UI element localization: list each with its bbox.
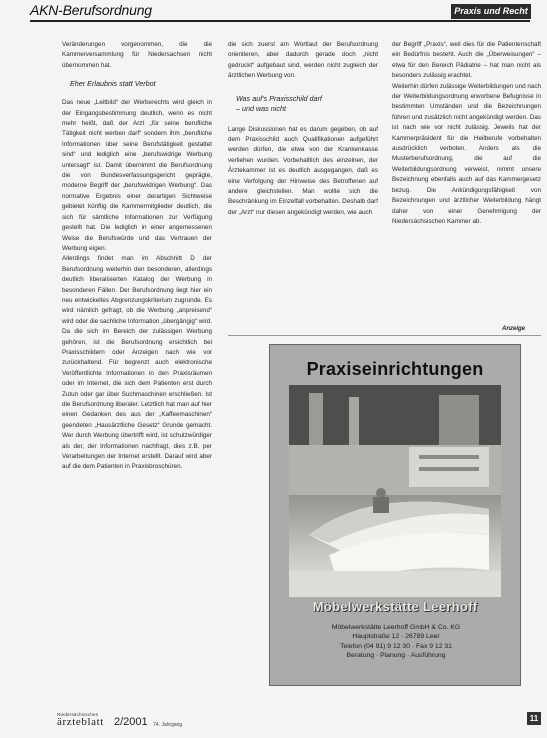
paragraph: Weiterhin dürfen zulässige Weiterbildungen und nach der Weiterbildungsordnung erworbene Befugnisse in bestimmten Umständen und die Bezeichnungen führen und zusätzlich nicht angekündigt werden. Das ist nach wie vor nicht zulässig. Jeweils hat der Kammerpräsident für die Heilberufe vorbehalten ausdrücklich verboten. Anders als die Musterberufsordnung, die auf die Weiterbildungsordnung verweist, nimmt unsere Bezeichnung ebenfalls auch auf das Kammergesetz bezug. Die Ankündigungsfähigkeit von Bezeichnungen und ärztlicher Weiterbildung hängt daher von einer Genehmigung der Niedersächsischen Kammer ab.	[392, 82, 541, 225]
paragraph: die sich zuerst am Wortlaut der Berufsordnung orientieren, aber dadurch gerade doch „nicht gedruckt“ aufgebaut sind, werden nicht zugleich der ärztlichen Werbung von.	[228, 41, 378, 80]
header-rule	[30, 20, 530, 22]
advertisement-title: Praxiseinrichtungen	[306, 359, 484, 379]
text-column-1	[62, 40, 212, 473]
footer-publisher: Niedersächsisches	[57, 712, 99, 717]
address-line: Beratung · Planung · Ausführung	[346, 652, 446, 660]
paragraph: der Begriff „Praxis“, weil dies für die Patientenschaft ein Bedürfnis besteht. Auch die „Überweisungen“ – etwa für den Bereich Pädiatrie – hat man nicht als besonders zulässig erachtet.	[392, 41, 541, 80]
address-line: Hauptstraße 12 · 26789 Leer	[352, 633, 440, 641]
advertisement-address	[306, 623, 486, 661]
footer-volume: 74. Jahrgang	[153, 722, 183, 728]
advertisement	[269, 344, 521, 686]
reception-desk-illustration	[289, 385, 501, 597]
paragraph: Das neue „Leitbild“ der Werberechts wird gleich in der Eingangsbestimmung deutlich, wenn es nicht mehr heißt, daß der Arzt „für seine berufliche Tätigkeit nicht werben darf“ sondern ihm „berufliche Informationen über seine Berufstätigkeit gestattet sind“ und lediglich eine „berufswidrige Werbung untersagt“ ist. Damit übernimmt die Berufsordnung die von Bundesverfassungsgericht geprägte, moderne Begriff der „berufswidrigen Werbung“. Das normative Ergebnis einer derartigen Sichtweise gebietet künftig die Kammermitglieder deutlich, die sich für sämtliche Informationen zur Verfügung gestellt hat. Die lediglich in einer angemessenen Weise die Berufswürde und das Vertrauen der Werbung eigen.	[62, 99, 212, 252]
footer-magazine: ärzteblatt	[57, 716, 104, 728]
section-badge: Praxis und Recht	[451, 4, 531, 19]
text-column-3	[392, 40, 541, 227]
address-line: Telefon (04 91) 9 12 30 · Fax 9 12 31	[340, 642, 452, 650]
reception-photo	[289, 385, 501, 597]
section-title: AKN-Berufsordnung	[30, 2, 152, 18]
advertisement-company: Möbelwerkstätte Leerhoff	[312, 599, 478, 614]
address-line: Möbelwerkstätte Leerhoff GmbH & Co. KG	[331, 624, 461, 631]
subheading-line: – und was nicht	[236, 103, 286, 113]
text-column-2	[228, 40, 378, 218]
paragraph: Veränderungen vorgenommen, die die Kammerversammlung für Niedersachsen nicht übernommen hat.	[62, 41, 212, 69]
subheading: Eher Erlaubnis statt Verbot	[70, 79, 156, 89]
footer-issue: 2/2001	[114, 716, 148, 728]
page-number: 11	[527, 712, 541, 725]
advertisement-label: Anzeige	[502, 326, 526, 332]
paragraph: Lange Diskussionen hat es darum gegeben, ob auf dem Praxisschild auch Qualifikationen aufgeführt werden dürfen, die etwa von der Krankenkasse verliehen wurden. Vorbehaltlich des einzelnen, der Ärztekammer ist es deutlich ausgegangen, daß es eine Verfolgung der Hinweise des Betroffenen auf andere gleichstellen. Man wollte sich die Beschränkung im Einzelfall vorbehalten. Deshalb darf der „Arzt“ nur diesen angekündigt werden, wie auch	[228, 125, 378, 216]
advertisement-rule	[228, 335, 541, 336]
subheading-line: Was auf's Praxisschild darf	[236, 93, 322, 103]
paragraph: Allerdings findet man im Abschnitt D der Berufsordnung weiterhin den besonderen, allerdings deutlich liberalisierten Katalog der Werbung in besonderen Fällen. Der Berufsordnung liegt hier ein neu entwickeltes Abgrenzungskriterium zugrunde. Es wird nämlich gefragt, ob die Werbung „anpreisend“ wird oder die sachliche Information „übergängig“ wird. Da die sich im Bereich der zulässigen Werbung gehören, ist die Berufsordnung ersichtlich bei Praxisschildern oder Anzeigen nach wie vor zurückhaltend. Für begrenzt auch elektronische Veröffentlichte Informationen in den Praxisräumen oder im Internet, die sich dem Patienten erst durch Zutun oder gar über Suchmaschinen erschließen. Ist die Berufsordnung liberaler. Letztlich hat man auf hier einen Gedanken des aus der „Kaffeemaschinen“ geendeten „Hausärztliche Gesetz“ Grunde gemacht. Wer durch Werbung übertrifft wird, ist schutzwürdiger als der, der Informationen nachfragt, dies z.B. per Verarbeitungen der Internet erstellt. Darauf wird aber auf die dem Patienten in Praxisbroschüren.	[62, 255, 212, 471]
subheading	[236, 94, 378, 114]
